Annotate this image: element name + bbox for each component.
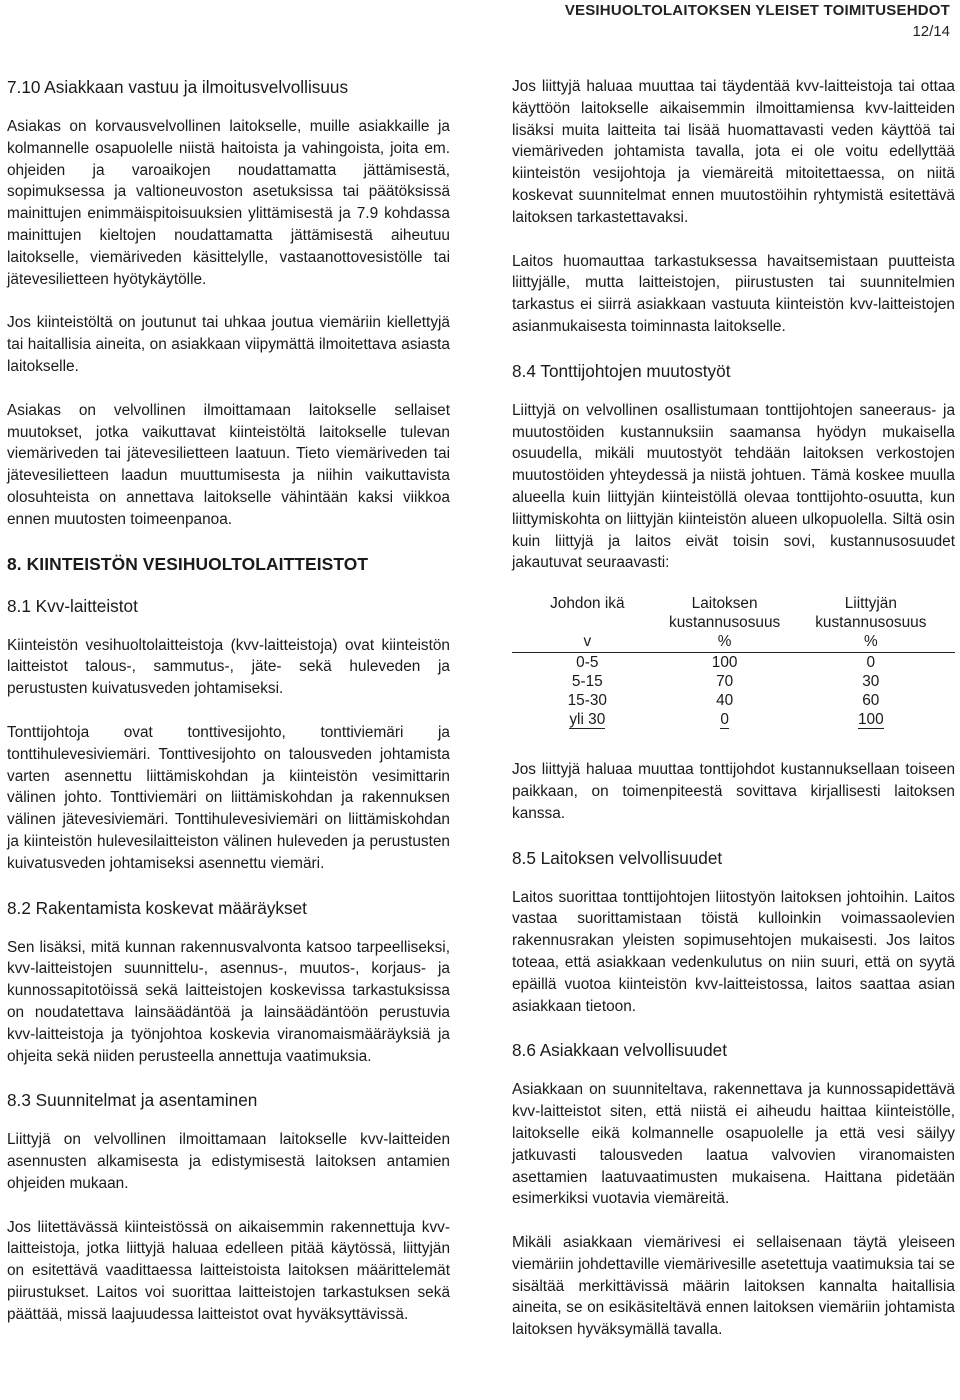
table-cell: 15-30 (567, 692, 607, 710)
table-units-row (512, 632, 955, 653)
table-header-line: kustannusosuus (669, 614, 781, 632)
document-title: VESIHUOLTOLAITOKSEN YLEISET TOIMITUSEHDOT (564, 2, 950, 19)
section-8-4-paragraph-2: Jos liittyjä haluaa muuttaa tonttijohdot kustannuksellaan toiseen paikkaan, on toimenpiteestä sovittava kirjallisesti laitoksen kanssa. (512, 761, 955, 822)
section-8-3-paragraph-4: Laitos huomauttaa tarkastuksessa havaitsemistaan puutteista liittyjälle, mutta laitteistojen, piirustusten tai suunnitelmien tarkastus ei siirrä asiakkaan vastuuta kiinteistön kvv-laitteistojen asianmukaisesta toiminnasta laitokselle. (512, 252, 955, 335)
section-8-1-heading: 8.1 Kvv-laitteistot (7, 595, 138, 616)
table-row (512, 653, 955, 673)
section-7-10-paragraph-2: Jos kiinteistöltä on joutunut tai uhkaa joutua viemäriin kiellettyjä tai haitallisia aineita, on asiakkaan viipymättä ilmoitettava asiasta laitokselle. (7, 314, 450, 375)
table-row (512, 710, 955, 729)
cost-share-table (512, 592, 955, 729)
table-header-cell (663, 592, 787, 632)
section-8-3-paragraph-1: Liittyjä on velvollinen ilmoittamaan laitokselle kvv-laitteiden asennusten alkamisesta ja edistymisestä laitoksen antamien ohjeiden mukaan. (7, 1131, 450, 1192)
section-7-10-heading: 7.10 Asiakkaan vastuu ja ilmoitusvelvollisuus (7, 77, 349, 97)
section-7-10-paragraph-3: Asiakas on velvollinen ilmoittamaan laitokselle sellaiset muutokset, jotka vaikuttavat kiinteistöltä laitokselle tulevan viemäriveden tai jätevesilietteen laatuun. Tieto viemäriveden tai jätevesilietteen laadun muuttumisesta ja niihin vaikuttavista olosuhteista on annettava laitokselle vähintään kaksi viikkoa ennen muutosten toimeenpanoa. (7, 401, 450, 528)
section-7-10-paragraph-1: Asiakas on korvausvelvollinen laitokselle, muille asiakkaille ja kolmannelle osapuolelle niistä haitoista ja vahingoista, joita em. ohjeiden ja varoaikojen noudattamatta jättämisestä, sopimuksessa ja valtioneuvoston asetuksissa tai päätöksissä mainittujen enimmäispitoisuuksien ylittämisestä ja 7.9 kohdassa mainittujen kieltojen noudattamatta jättämisestä aiheutuu laitokselle, viemäriveden käsittelylle, vastaanottovesistölle tai jätevesilietteen hyötykäytölle. (7, 118, 450, 288)
section-8-3-paragraph-2: Jos liitettävässä kiinteistössä on aikaisemmin rakennettuja kvv-laitteistoja, jotka liittyjä haluaa edelleen pitää käytössä, liittyjän on esitettävä vaadittaessa laitteistoista laitoksen määrittelemät piirustukset. Laitos voi suorittaa laitteistojen tarkastuksen sekä päättää, missä laajuudessa laitteistot ovat hyväksyttävissä. (7, 1218, 450, 1323)
table-cell (512, 710, 663, 729)
section-8-5-heading: 8.5 Laitoksen velvollisuudet (512, 847, 723, 868)
table-header-line: kustannusosuus (815, 614, 927, 632)
right-column (512, 76, 955, 1363)
left-column (7, 76, 450, 1348)
table-cell: 5-15 (571, 673, 603, 691)
section-8-4-paragraph-1: Liittyjä on velvollinen osallistumaan tonttijohtojen saneeraus- ja muutostöiden kustannuksiin saamansa hyödyn mukaisella osuudella, mikäli muutostyöt tehdään laitoksen verkostojen muutostöiden yhteydessä ja niistä johtuen. Tämä koskee muulla alueella kuin liittyjän kiinteistöllä olevaa tonttijohto-osuutta, kun liittymiskohta on liittyjän kiinteistön alueen ulkopuolella. Siltä osin kuin liittyjä ja laitos eivät toisin sovi, kustannusosuudet jakautuvat seuraavasti: (512, 401, 955, 572)
table-header-line: Laitoksen (691, 595, 758, 613)
table-cell (663, 710, 787, 729)
table-row (512, 672, 955, 691)
section-8-3-paragraph-3: Jos liittyjä haluaa muuttaa tai täydentää kvv-laitteistoja tai ottaa käyttöön laitokselle aikaisemmin ilmoittamiensa kvv-laitteiden lisäksi muita laitteita tai lisää huomattavasti veden käyttöä tai viemäriveden johtamista tavalla, jota ei ole voitu edellyttää kiinteistön vesijohtoja ja viemäreitä mitoitettaessa, on niitä koskevat suunnitelmat ennen muutostöihin ryhtymistä esitettävä laitoksen tarkastettavaksi. (512, 78, 955, 226)
page-header (565, 0, 950, 42)
table-cell-text: 0 (720, 711, 729, 729)
section-8-heading: 8. KIINTEISTÖN VESIHUOLTOLAITTEISTOT (7, 553, 369, 574)
table-header-cell (787, 592, 955, 632)
table-row (512, 691, 955, 710)
table-header-line: Liittyjän (844, 595, 897, 613)
section-8-5-paragraph-1: Laitos suorittaa tonttijohtojen liitostyön laitoksen johtoihin. Laitos vastaa suorittamistaan töistä kulloinkin voimassaolevien rakennusrakan yleisten sopimusehtojen mukaisesti. Jos laitos toteaa, että asiakkaan vedenkulutus on niin suuri, että on syytä epäillä vuotoa kiinteistön kvv-laitteistossa, laitos saattaa asian asiakkaan tietoon. (512, 888, 955, 1015)
table-header-row (512, 592, 955, 632)
table-unit-cell: % (787, 632, 955, 653)
table-cell: 40 (716, 692, 734, 710)
table-cell: 100 (711, 654, 738, 672)
table-cell (787, 710, 955, 729)
table-cell-text: yli 30 (569, 711, 606, 729)
section-8-4-heading: 8.4 Tonttijohtojen muutostyöt (512, 360, 731, 381)
section-8-6-heading: 8.6 Asiakkaan velvollisuudet (512, 1040, 727, 1061)
section-8-1-paragraph-2: Tonttijohtoja ovat tonttivesijohto, tonttiviemäri ja tonttihulevesiviemäri. Tonttivesijohto on talousveden johtamista varten asennettu liittämiskohdan ja kiinteistön vesimittarin välinen johto. Tonttiviemäri on liittämiskohdan ja rakennuksen välinen jätevesiviemäri. Tonttihulevesiviemäri on liittämiskohdan ja kiinteistön hulevesilaitteiston välinen huleveden ja perustusten kuivatusveden johtamiseksi asennettu viemäri. (7, 723, 450, 872)
section-8-6-paragraph-1: Asiakkaan on suunniteltava, rakennettava ja kunnossapidettävä kvv-laitteistot siten, että niistä ei aiheudu haittaa kiinteistölle, laitokselle eikä kolmannelle osapuolelle ja että vesi säilyy jatkuvasti talousveden laatua valvovien viranomaisten asettamien laatuvaatimusten mukaisena. Haittana pidetään esimerkiksi vuotavia viemäreitä. (512, 1081, 955, 1208)
section-8-3-heading: 8.3 Suunnitelmat ja asentaminen (7, 1090, 258, 1111)
table-header-cell: Johdon ikä (550, 595, 625, 613)
table-cell: 30 (862, 673, 880, 691)
section-8-6-paragraph-2: Mikäli asiakkaan viemärivesi ei sellaisenaan täytä yleiseen viemäriin johdettaville viemärivesille asetettuja vaatimuksia tai se sisältää merkittävissä määrin laitoksen kannalta haitallisia aineita, se on esikäsiteltävä ennen laitoksen viemäriin johtamista laitoksen hyväksymällä tavalla. (512, 1234, 955, 1339)
table-unit-cell: v (512, 632, 663, 653)
table-unit-cell: % (663, 632, 787, 653)
table-cell: 0-5 (576, 654, 599, 672)
section-8-2-heading: 8.2 Rakentamista koskevat määräykset (7, 897, 307, 918)
table-cell: 60 (862, 692, 880, 710)
table-cell-text: 100 (857, 711, 884, 729)
page-number: 12/14 (912, 23, 950, 40)
section-8-2-paragraph-1: Sen lisäksi, mitä kunnan rakennusvalvonta katsoo tarpeelliseksi, kvv-laitteistojen suunnittelu-, asennus-, muutos-, korjaus- ja kunnossapitotöissä sekä laitteistojen koskevissa tarkastuksissa on noudatettava lainsäädäntöä ja lainsäädäntöön perustuvia kvv-laitteistoja ja työnjohtoa koskevia viranomaismääräyksiä ja ohjeita sekä niiden perusteella annettuja vaatimuksia. (7, 938, 450, 1065)
table-cell: 70 (716, 673, 734, 691)
section-8-1-paragraph-1: Kiinteistön vesihuoltolaitteistoja (kvv-laitteistoja) ovat kiinteistön laitteistot talous-, sammutus-, jäte- sekä huleveden ja perustusten kuivatusveden johtamiseksi. (7, 636, 450, 698)
table-cell: 0 (866, 654, 876, 672)
